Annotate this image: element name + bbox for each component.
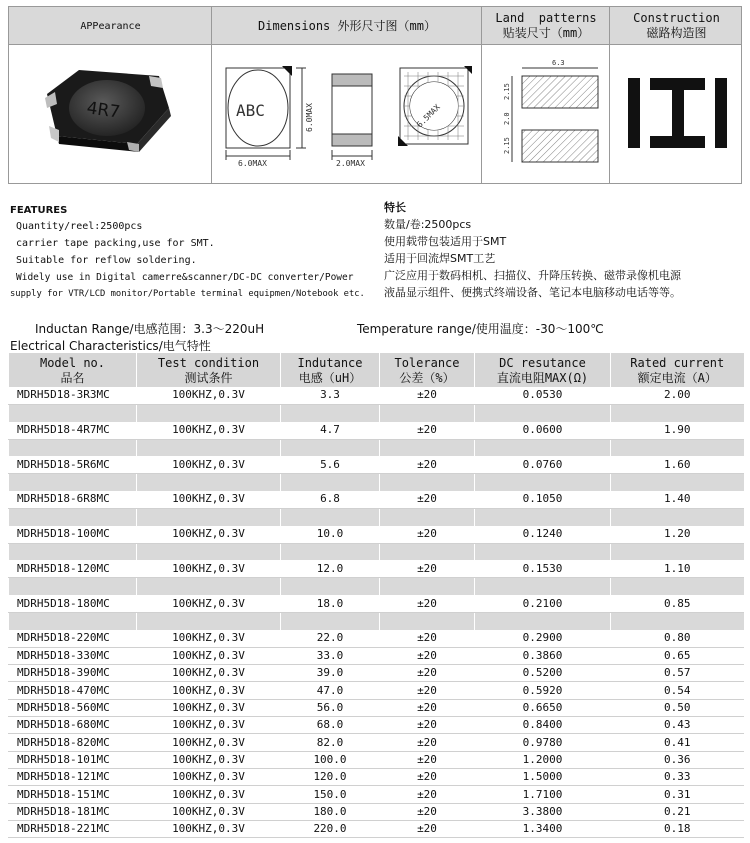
table-cell: 0.21 <box>611 803 744 820</box>
table-cell: ±20 <box>380 769 475 786</box>
table-row <box>9 526 744 543</box>
table-cell: MDRH5D18-101MC <box>9 751 137 768</box>
electrical-title: Electrical Characteristics/电气特性 <box>10 339 211 353</box>
svg-text:6.0MAX: 6.0MAX <box>305 103 314 132</box>
table-row <box>9 456 744 473</box>
feature-item: carrier tape packing,use for SMT. <box>16 238 215 249</box>
features-title: FEATURES <box>10 205 68 216</box>
table-row <box>9 647 744 664</box>
table-cell: ±20 <box>380 595 475 612</box>
table-row <box>9 595 744 612</box>
spacer-row <box>9 543 744 560</box>
table-cell: 0.8400 <box>475 717 611 734</box>
table-cell: 0.1050 <box>475 491 611 508</box>
table-cell: MDRH5D18-3R3MC <box>9 387 137 404</box>
spacer-row <box>9 578 744 595</box>
table-cell: 100KHZ,0.3V <box>137 769 281 786</box>
feature-item: Suitable for reflow soldering. <box>16 255 197 266</box>
table-row <box>9 630 744 647</box>
table-cell: 12.0 <box>281 560 380 577</box>
table-cell: 0.57 <box>611 665 744 682</box>
table-cell: 0.3860 <box>475 647 611 664</box>
table-cell: 1.60 <box>611 456 744 473</box>
table-cell: 100KHZ,0.3V <box>137 717 281 734</box>
table-cell: 100KHZ,0.3V <box>137 491 281 508</box>
table-cell: 100KHZ,0.3V <box>137 821 281 838</box>
table-cell: 39.0 <box>281 665 380 682</box>
dimensions-drawing <box>212 46 482 184</box>
spacer-row <box>9 474 744 491</box>
table-cell: 0.18 <box>611 821 744 838</box>
table-cell: 1.7100 <box>475 786 611 803</box>
table-cell: 0.1240 <box>475 526 611 543</box>
feature-item: Quantity/reel:2500pcs <box>16 221 143 232</box>
feature-item-cn: 适用于回流焊SMT工艺 <box>384 252 496 265</box>
table-cell: 0.41 <box>611 734 744 751</box>
table-cell: 5.6 <box>281 456 380 473</box>
table-cell: 220.0 <box>281 821 380 838</box>
feature-item-cn: 数量/卷:2500pcs <box>384 218 472 231</box>
features-title-cn: 特长 <box>384 201 406 214</box>
electrical-table <box>8 353 744 838</box>
table-row <box>9 769 744 786</box>
inductor-photo <box>9 46 212 184</box>
table-cell: 0.80 <box>611 630 744 647</box>
spacer-row <box>9 404 744 421</box>
table-cell: 1.5000 <box>475 769 611 786</box>
svg-text:6.3: 6.3 <box>552 59 565 67</box>
table-cell: 47.0 <box>281 682 380 699</box>
table-row <box>9 803 744 820</box>
svg-text:ABC: ABC <box>236 101 265 120</box>
feature-item-cn: 使用载带包装适用于SMT <box>384 235 507 248</box>
table-cell: 0.5920 <box>475 682 611 699</box>
table-cell: 0.6650 <box>475 699 611 716</box>
table-cell: 82.0 <box>281 734 380 751</box>
column-header: Test condition 测试条件 <box>137 353 281 387</box>
svg-text:6.5MAX: 6.5MAX <box>415 102 442 130</box>
table-cell: 1.2000 <box>475 751 611 768</box>
column-header: Model no. 品名 <box>9 353 137 387</box>
table-row <box>9 387 744 404</box>
land-patterns-header: Land patterns 贴装尺寸（mm） <box>495 11 597 40</box>
table-cell: MDRH5D18-390MC <box>9 665 137 682</box>
table-cell: ±20 <box>380 647 475 664</box>
table-row <box>9 734 744 751</box>
table-cell: 68.0 <box>281 717 380 734</box>
table-cell: 0.50 <box>611 699 744 716</box>
table-cell: 100.0 <box>281 751 380 768</box>
table-cell: 1.20 <box>611 526 744 543</box>
table-cell: ±20 <box>380 734 475 751</box>
table-cell: 0.2900 <box>475 630 611 647</box>
column-header: Rated current 额定电流（A） <box>611 353 744 387</box>
feature-item: Widely use in Digital camerre&scanner/DC-DC converter/Power <box>16 272 354 283</box>
table-row <box>9 751 744 768</box>
table-cell: ±20 <box>380 751 475 768</box>
temperature-range: Temperature range/使用温度：-30～100℃ <box>357 322 604 336</box>
table-cell: ±20 <box>380 456 475 473</box>
table-cell: 100KHZ,0.3V <box>137 560 281 577</box>
table-cell: MDRH5D18-181MC <box>9 803 137 820</box>
table-cell: MDRH5D18-6R8MC <box>9 491 137 508</box>
table-cell: ±20 <box>380 387 475 404</box>
table-cell: ±20 <box>380 803 475 820</box>
table-cell: 1.90 <box>611 422 744 439</box>
table-cell: ±20 <box>380 682 475 699</box>
table-cell: 100KHZ,0.3V <box>137 734 281 751</box>
table-cell: 0.43 <box>611 717 744 734</box>
table-cell: MDRH5D18-330MC <box>9 647 137 664</box>
table-cell: 100KHZ,0.3V <box>137 786 281 803</box>
table-row <box>9 560 744 577</box>
table-cell: 22.0 <box>281 630 380 647</box>
table-row <box>9 422 744 439</box>
construction-header: Construction 磁路构造图 <box>633 11 720 40</box>
table-cell: 0.85 <box>611 595 744 612</box>
spacer-row <box>9 612 744 629</box>
svg-text:2.15: 2.15 <box>503 137 511 154</box>
table-cell: ±20 <box>380 717 475 734</box>
column-header: DC resutance 直流电阻MAX(Ω) <box>475 353 611 387</box>
table-cell: 100KHZ,0.3V <box>137 665 281 682</box>
table-cell: 0.33 <box>611 769 744 786</box>
table-cell: 100KHZ,0.3V <box>137 803 281 820</box>
table-cell: 0.9780 <box>475 734 611 751</box>
table-row <box>9 717 744 734</box>
table-cell: 1.3400 <box>475 821 611 838</box>
table-cell: 0.0600 <box>475 422 611 439</box>
table-cell: 100KHZ,0.3V <box>137 526 281 543</box>
table-cell: 150.0 <box>281 786 380 803</box>
table-cell: ±20 <box>380 491 475 508</box>
table-cell: 1.10 <box>611 560 744 577</box>
table-cell: 0.0760 <box>475 456 611 473</box>
spacer-row <box>9 508 744 525</box>
table-cell: MDRH5D18-180MC <box>9 595 137 612</box>
table-cell: 100KHZ,0.3V <box>137 699 281 716</box>
spacer-row <box>9 439 744 456</box>
table-cell: 120.0 <box>281 769 380 786</box>
table-cell: ±20 <box>380 821 475 838</box>
table-cell: 0.54 <box>611 682 744 699</box>
feature-item: supply for VTR/LCD monitor/Portable terminal equipmen/Notebook etc. <box>10 289 365 299</box>
table-cell: 100KHZ,0.3V <box>137 456 281 473</box>
table-cell: 2.00 <box>611 387 744 404</box>
svg-text:6.0MAX: 6.0MAX <box>238 159 267 168</box>
drawing-panel <box>8 6 742 184</box>
table-cell: 100KHZ,0.3V <box>137 595 281 612</box>
table-cell: 100KHZ,0.3V <box>137 682 281 699</box>
table-cell: 4.7 <box>281 422 380 439</box>
feature-item-cn: 广泛应用于数码相机、扫描仪、升降压转换、磁带录像机电源 <box>384 269 681 282</box>
table-cell: 3.3 <box>281 387 380 404</box>
construction-drawing <box>610 46 743 184</box>
table-cell: 100KHZ,0.3V <box>137 387 281 404</box>
table-cell: 100KHZ,0.3V <box>137 751 281 768</box>
table-cell: 100KHZ,0.3V <box>137 647 281 664</box>
table-cell: 180.0 <box>281 803 380 820</box>
column-header: Indutance 电感（uH） <box>281 353 380 387</box>
table-cell: MDRH5D18-221MC <box>9 821 137 838</box>
table-cell: MDRH5D18-470MC <box>9 682 137 699</box>
table-cell: 0.31 <box>611 786 744 803</box>
table-cell: 0.1530 <box>475 560 611 577</box>
table-row <box>9 491 744 508</box>
table-cell: MDRH5D18-220MC <box>9 630 137 647</box>
table-cell: 33.0 <box>281 647 380 664</box>
land-pattern-drawing <box>482 46 610 184</box>
table-cell: MDRH5D18-5R6MC <box>9 456 137 473</box>
dimensions-header: Dimensions 外形尺寸图（mm） <box>258 18 436 33</box>
table-row <box>9 786 744 803</box>
table-cell: 6.8 <box>281 491 380 508</box>
table-cell: MDRH5D18-121MC <box>9 769 137 786</box>
table-cell: 3.3800 <box>475 803 611 820</box>
table-cell: 0.0530 <box>475 387 611 404</box>
table-cell: 56.0 <box>281 699 380 716</box>
table-cell: 10.0 <box>281 526 380 543</box>
table-cell: MDRH5D18-120MC <box>9 560 137 577</box>
table-row <box>9 665 744 682</box>
table-cell: 100KHZ,0.3V <box>137 422 281 439</box>
svg-text:2.0MAX: 2.0MAX <box>336 159 365 168</box>
table-cell: 0.65 <box>611 647 744 664</box>
table-cell: MDRH5D18-100MC <box>9 526 137 543</box>
table-cell: MDRH5D18-820MC <box>9 734 137 751</box>
feature-item-cn: 液晶显示组件、便携式终端设备、笔记本电脑移动电话等等。 <box>384 286 681 299</box>
svg-text:4R7: 4R7 <box>85 98 122 123</box>
table-cell: 18.0 <box>281 595 380 612</box>
table-cell: MDRH5D18-680MC <box>9 717 137 734</box>
table-cell: ±20 <box>380 422 475 439</box>
table-row <box>9 821 744 838</box>
table-cell: 1.40 <box>611 491 744 508</box>
table-cell: MDRH5D18-4R7MC <box>9 422 137 439</box>
svg-text:2.0: 2.0 <box>503 112 511 125</box>
table-cell: ±20 <box>380 665 475 682</box>
table-cell: ±20 <box>380 699 475 716</box>
appearance-header: APPearance <box>80 20 141 32</box>
table-cell: ±20 <box>380 526 475 543</box>
table-cell: MDRH5D18-560MC <box>9 699 137 716</box>
table-cell: ±20 <box>380 560 475 577</box>
svg-text:2.15: 2.15 <box>503 83 511 100</box>
table-cell: MDRH5D18-151MC <box>9 786 137 803</box>
table-row <box>9 682 744 699</box>
table-cell: 0.5200 <box>475 665 611 682</box>
table-cell: ±20 <box>380 630 475 647</box>
table-cell: 0.36 <box>611 751 744 768</box>
table-cell: ±20 <box>380 786 475 803</box>
table-row <box>9 699 744 716</box>
inductance-range: Inductan Range/电感范围：3.3～220uH <box>35 322 265 336</box>
table-cell: 0.2100 <box>475 595 611 612</box>
column-header: Tolerance 公差（%） <box>380 353 475 387</box>
table-cell: 100KHZ,0.3V <box>137 630 281 647</box>
